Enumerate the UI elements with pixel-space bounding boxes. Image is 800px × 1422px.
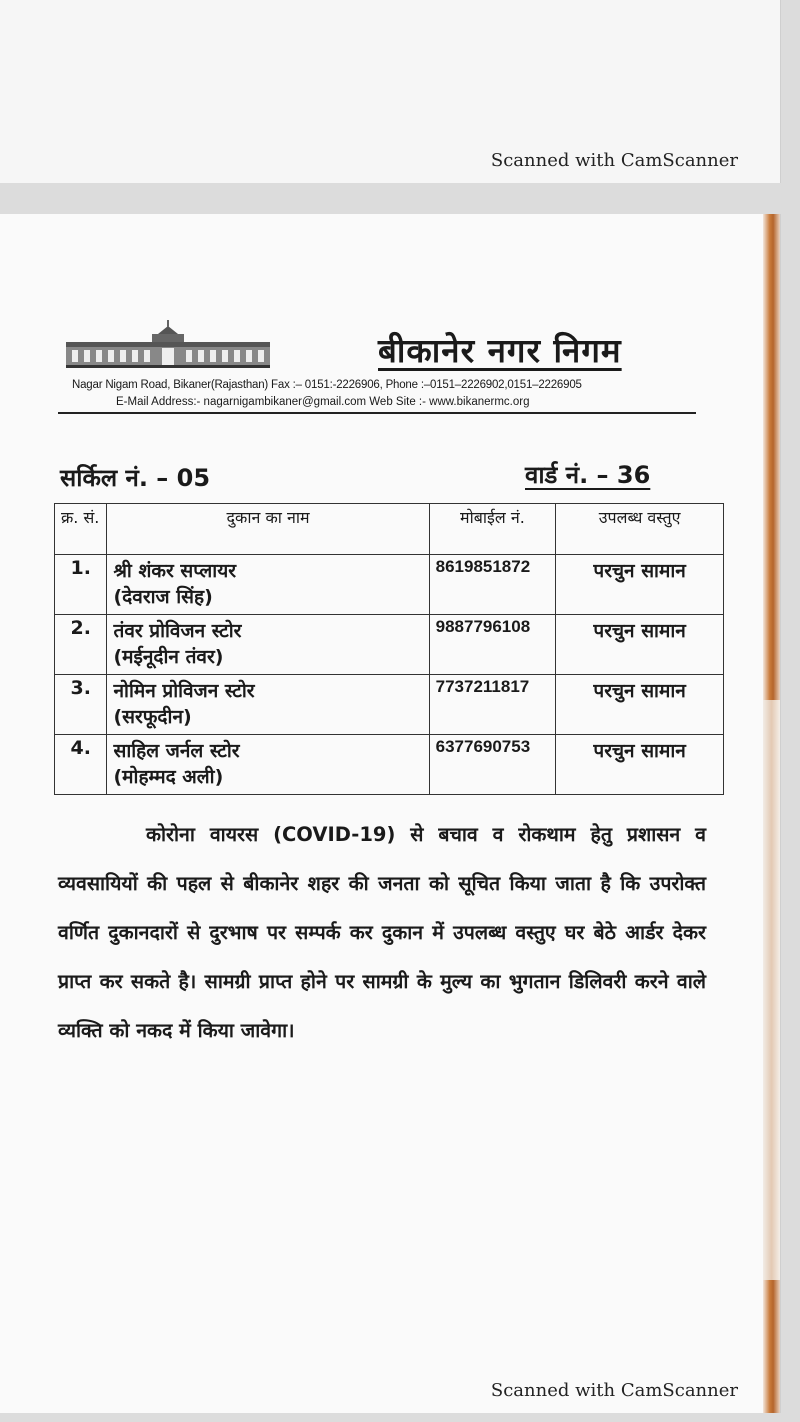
- shop-name: श्री शंकर सप्लायर: [113, 560, 237, 582]
- contact-line: E-Mail Address:- nagarnigambikaner@gmail.com Web Site :- www.bikanermc.org: [116, 396, 530, 408]
- notice-paragraph: कोरोना वायरस (COVID-19) से बचाव व रोकथाम हेतु प्रशासन व व्यवसायियों की पहल से बीकानेर शहर की जनता को सूचित किया जाता है कि उपरोक्त वर्णित दुकानदारों से दुरभाष पर सम्पर्क कर दुकान में उपलब्ध वस्तुए घर बेठे आर्डर देकर प्राप्त कर सकते है। सामग्री प्राप्त होने पर सामग्री के मुल्य का भुगतान डिलिवरी करने वाले व्यक्ति को नकद में किया जावेगा।: [58, 823, 706, 1042]
- shop-owner: (मईनूदीन तंवर): [113, 646, 224, 668]
- shop-name: नोमिन प्रोविजन स्टोर: [113, 680, 255, 702]
- shop-name: तंवर प्रोविजन स्टोर: [113, 620, 242, 642]
- row-serial: 3.: [55, 675, 107, 735]
- row-mobile: 9887796108: [429, 615, 556, 675]
- municipal-building-emblem: [64, 318, 272, 368]
- shop-owner: (देवराज सिंह): [113, 586, 213, 608]
- row-mobile: 8619851872: [429, 555, 556, 615]
- row-items: परचुन सामान: [556, 735, 724, 795]
- row-mobile: 6377690753: [429, 735, 556, 795]
- previous-page-fragment: [0, 0, 781, 183]
- table-row: [55, 675, 724, 735]
- row-shop-cell: [107, 735, 429, 795]
- shop-name: साहिल जर्नल स्टोर: [113, 740, 240, 762]
- page-edge-strip-lower: [763, 700, 780, 1280]
- row-serial: 4.: [55, 735, 107, 795]
- row-mobile: 7737211817: [429, 675, 556, 735]
- row-shop-cell: [107, 615, 429, 675]
- shop-table: [54, 503, 724, 795]
- row-shop-cell: [107, 555, 429, 615]
- header-shop-name: दुकान का नाम: [107, 504, 429, 555]
- row-serial: 1.: [55, 555, 107, 615]
- shop-owner: (मोहम्मद अली): [113, 766, 224, 788]
- row-items: परचुन सामान: [556, 615, 724, 675]
- row-items: परचुन सामान: [556, 555, 724, 615]
- table-row: [55, 555, 724, 615]
- table-row: [55, 615, 724, 675]
- scan-watermark-top: Scanned with CamScanner: [490, 150, 738, 171]
- org-title: बीकानेर नगर निगम: [378, 331, 622, 370]
- letterhead-divider: [58, 412, 696, 414]
- circle-number: सर्किल नं. – 05: [60, 464, 211, 492]
- header-items: उपलब्ध वस्तुए: [556, 504, 724, 555]
- row-shop-cell: [107, 675, 429, 735]
- row-items: परचुन सामान: [556, 675, 724, 735]
- table-header-row: [55, 504, 724, 555]
- shop-owner: (सरफूदीन): [113, 706, 192, 728]
- scan-watermark-bottom: Scanned with CamScanner: [490, 1380, 738, 1401]
- header-serial: क्र. सं.: [55, 504, 107, 555]
- table-row: [55, 735, 724, 795]
- header-mobile: मोबाईल नं.: [429, 504, 556, 555]
- row-serial: 2.: [55, 615, 107, 675]
- ward-number: वार्ड नं. – 36: [525, 461, 651, 489]
- address-line: Nagar Nigam Road, Bikaner(Rajasthan) Fax :– 0151:-2226906, Phone :–0151–2226902,0151–2226905: [72, 379, 582, 391]
